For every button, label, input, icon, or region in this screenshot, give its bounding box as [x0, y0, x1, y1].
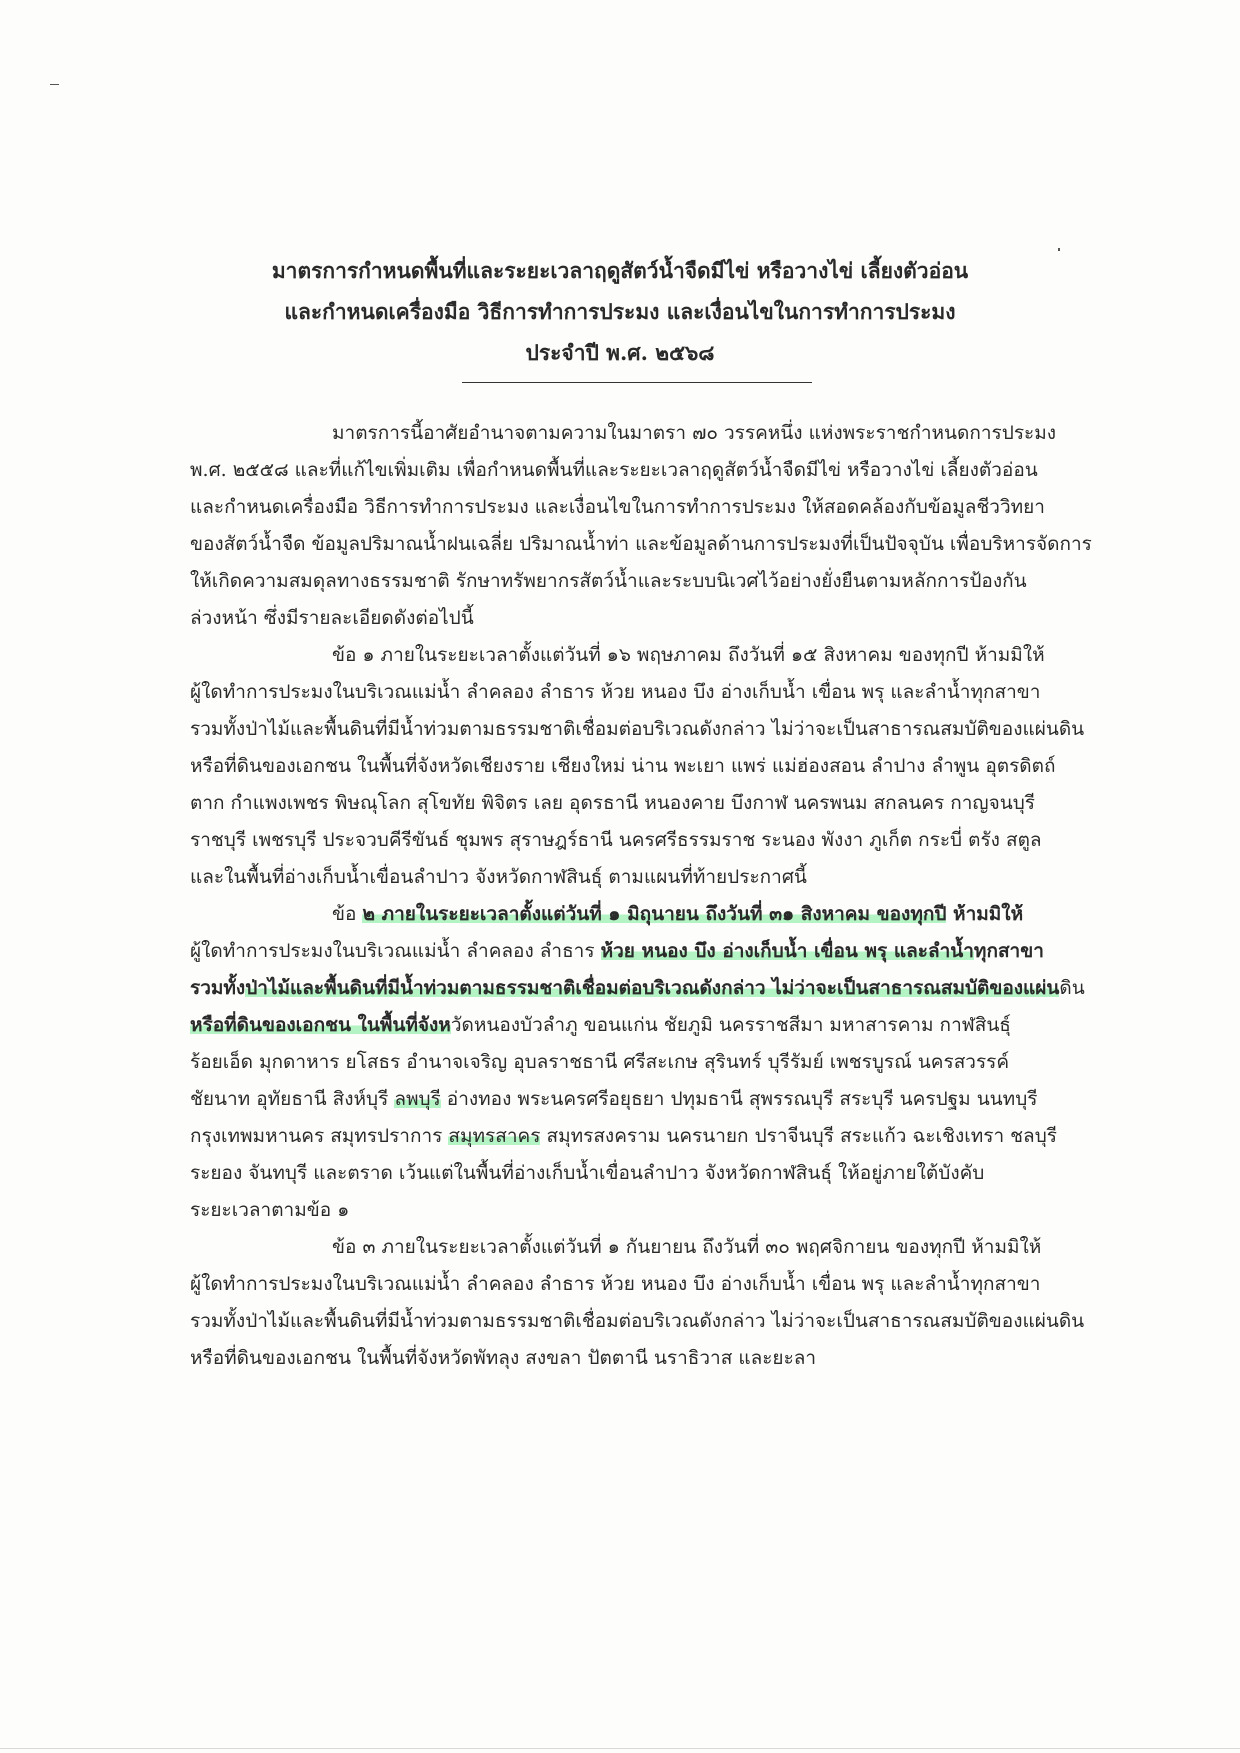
clause-text: กรุงเทพมหานคร สมุทรปราการ [190, 1125, 449, 1147]
document-body [190, 415, 1092, 1377]
clause-1-line: ผู้ใดทำการประมงในบริเวณแม่น้ำ ลำคลอง ลำธาร ห้วย หนอง บึง อ่างเก็บน้ำ เขื่อน พรุ และลำน้ำทุกสาขา [190, 681, 1041, 703]
clause-1-line: และในพื้นที่อ่างเก็บน้ำเขื่อนลำปาว จังหวัดกาฬสินธุ์ ตามแผนที่ท้ายประกาศนี้ [190, 866, 807, 888]
highlighted-text: สมุทรสาคร [448, 1125, 541, 1147]
clause-2-line [190, 1007, 1080, 1044]
preamble-line: ให้เกิดความสมดุลทางธรรมชาติ รักษาทรัพยากรสัตว์น้ำและระบบนิเวศไว้อย่างยั่งยืนตามหลักการป้องกัน [190, 570, 1027, 592]
clause-1-line: หรือที่ดินของเอกชน ในพื้นที่จังหวัดเชียงราย เชียงใหม่ น่าน พะเยา แพร่ แม่ฮ่องสอน ลำปาง ลำพูน อุตรดิตถ์ [190, 755, 1056, 777]
clause-3-line: ข้อ ๓ ภายในระยะเวลาตั้งแต่วันที่ ๑ กันยายน ถึงวันที่ ๓๐ พฤศจิกายน ของทุกปี ห้ามมิให้ [332, 1236, 1042, 1258]
preamble-line: ของสัตว์น้ำจืด ข้อมูลปริมาณน้ำฝนเฉลี่ย ปริมาณน้ำท่า และข้อมูลด้านการประมงที่เป็นปัจจุบัน เพื่อบริหารจัดการ [190, 533, 1092, 555]
clause-text: ดิน [1059, 977, 1085, 999]
highlighted-text: ป่าไม้และพื้นดินที่มีน้ำท่วมตามธรรมชาติเชื่อมต่อบริเวณดังกล่าว ไม่ว่าจะเป็นสาธารณสมบัติของแผ่น [245, 977, 1060, 999]
scan-speck [50, 84, 59, 85]
highlighted-text: ลพบุรี [394, 1088, 441, 1110]
clause-2-line [190, 896, 1080, 933]
clause-2-line [190, 933, 1080, 970]
highlighted-text: หรือที่ดินของเอกชน ในพื้นที่จังห [190, 1014, 451, 1036]
title-line-3: ประจำปี พ.ศ. ๒๕๖๘ [525, 340, 715, 365]
clause-1-line: ข้อ ๑ ภายในระยะเวลาตั้งแต่วันที่ ๑๖ พฤษภาคม ถึงวันที่ ๑๕ สิงหาคม ของทุกปี ห้ามมิให้ [332, 644, 1045, 666]
preamble-line: และกำหนดเครื่องมือ วิธีการทำการประมง และเงื่อนไขในการทำการประมง ให้สอดคล้องกับข้อมูลชีววิทยา [190, 496, 1045, 518]
scan-bottom-edge [0, 1748, 1240, 1749]
clause-text: ผู้ใดทำการประมงในบริเวณแม่น้ำ ลำคลอง ลำธาร [190, 940, 601, 962]
clause-2-line: ระยอง จันทบุรี และตราด เว้นแต่ในพื้นที่อ่างเก็บน้ำเขื่อนลำปาว จังหวัดกาฬสินธุ์ ให้อยู่ภายใต้บังคับ [190, 1162, 985, 1184]
preamble-line: มาตรการนี้อาศัยอำนาจตามความในมาตรา ๗๐ วรรคหนึ่ง แห่งพระราชกำหนดการประมง [332, 422, 1057, 444]
title-line-1: มาตรการกำหนดพื้นที่และระยะเวลาฤดูสัตว์น้ำจืดมีไข่ หรือวางไข่ เลี้ยงตัวอ่อน [271, 258, 969, 283]
clause-text: อ่างทอง พระนครศรีอยุธยา ปทุมธานี สุพรรณบุรี สระบุรี นครปฐม นนทบุรี [440, 1088, 1038, 1110]
clause-text: ห้ามมิให้ [946, 903, 1024, 925]
clause-2-line [190, 1081, 1080, 1118]
clause-text: สมุทรสงคราม นครนายก ปราจีนบุรี สระแก้ว ฉะเชิงเทรา ชลบุรี [540, 1125, 1057, 1147]
clause-2-line: ระยะเวลาตามข้อ ๑ [190, 1199, 350, 1221]
clause-text: ข้อ [332, 903, 363, 925]
clause-1-line: ราชบุรี เพชรบุรี ประจวบคีรีขันธ์ ชุมพร สุราษฎร์ธานี นครศรีธรรมราช ระนอง พังงา ภูเก็ต กระบี่ ตรัง สตูล [190, 829, 1042, 851]
clause-text: รวมทั้ง [190, 977, 246, 999]
preamble-line: ล่วงหน้า ซึ่งมีรายละเอียดดังต่อไปนี้ [190, 607, 474, 629]
clause-3-line: รวมทั้งป่าไม้และพื้นดินที่มีน้ำท่วมตามธรรมชาติเชื่อมต่อบริเวณดังกล่าว ไม่ว่าจะเป็นสาธารณสมบัติของแผ่นดิน [190, 1310, 1085, 1332]
preamble-line: พ.ศ. ๒๕๕๘ และที่แก้ไขเพิ่มเติม เพื่อกำหนดพื้นที่และระยะเวลาฤดูสัตว์น้ำจืดมีไข่ หรือวางไข่ เลี้ยงตัวอ่อน [190, 459, 1038, 481]
clause-text: ชัยนาท อุทัยธานี สิงห์บุรี [190, 1088, 395, 1110]
title-divider [462, 382, 812, 383]
highlighted-text: ห้วย หนอง บึง อ่างเก็บน้ำ เขื่อน พรุ และลำน้ำ [600, 940, 974, 962]
clause-1-line: ตาก กำแพงเพชร พิษณุโลก สุโขทัย พิจิตร เลย อุดรธานี หนองคาย บึงกาฬ นครพนม สกลนคร กาญจนบุรี [190, 792, 1035, 814]
clause-text: ทุกสาขา [973, 940, 1044, 962]
clause-1-line: รวมทั้งป่าไม้และพื้นดินที่มีน้ำท่วมตามธรรมชาติเชื่อมต่อบริเวณดังกล่าว ไม่ว่าจะเป็นสาธารณสมบัติของแผ่นดิน [190, 718, 1085, 740]
clause-text: วัดหนองบัวลำภู ขอนแก่น ชัยภูมิ นครราชสีมา มหาสารคาม กาฬสินธุ์ [450, 1014, 1011, 1036]
highlighted-text: ๒ ภายในระยะเวลาตั้งแต่วันที่ ๑ มิถุนายน ถึงวันที่ ๓๑ สิงหาคม ของทุกปี [362, 903, 947, 925]
clause-2-line [190, 1118, 1080, 1155]
title-line-2: และกำหนดเครื่องมือ วิธีการทำการประมง และเงื่อนไขในการทำการประมง [284, 299, 956, 324]
document-title [180, 250, 1060, 373]
clause-3-line: ผู้ใดทำการประมงในบริเวณแม่น้ำ ลำคลอง ลำธาร ห้วย หนอง บึง อ่างเก็บน้ำ เขื่อน พรุ และลำน้ำทุกสาขา [190, 1273, 1041, 1295]
clause-2-line [190, 970, 1085, 1007]
clause-3-line: หรือที่ดินของเอกชน ในพื้นที่จังหวัดพัทลุง สงขลา ปัตตานี นราธิวาส และยะลา [190, 1347, 817, 1369]
clause-2-line: ร้อยเอ็ด มุกดาหาร ยโสธร อำนาจเจริญ อุบลราชธานี ศรีสะเกษ สุรินทร์ บุรีรัมย์ เพชรบูรณ์ นครสวรรค์ [190, 1051, 1010, 1073]
